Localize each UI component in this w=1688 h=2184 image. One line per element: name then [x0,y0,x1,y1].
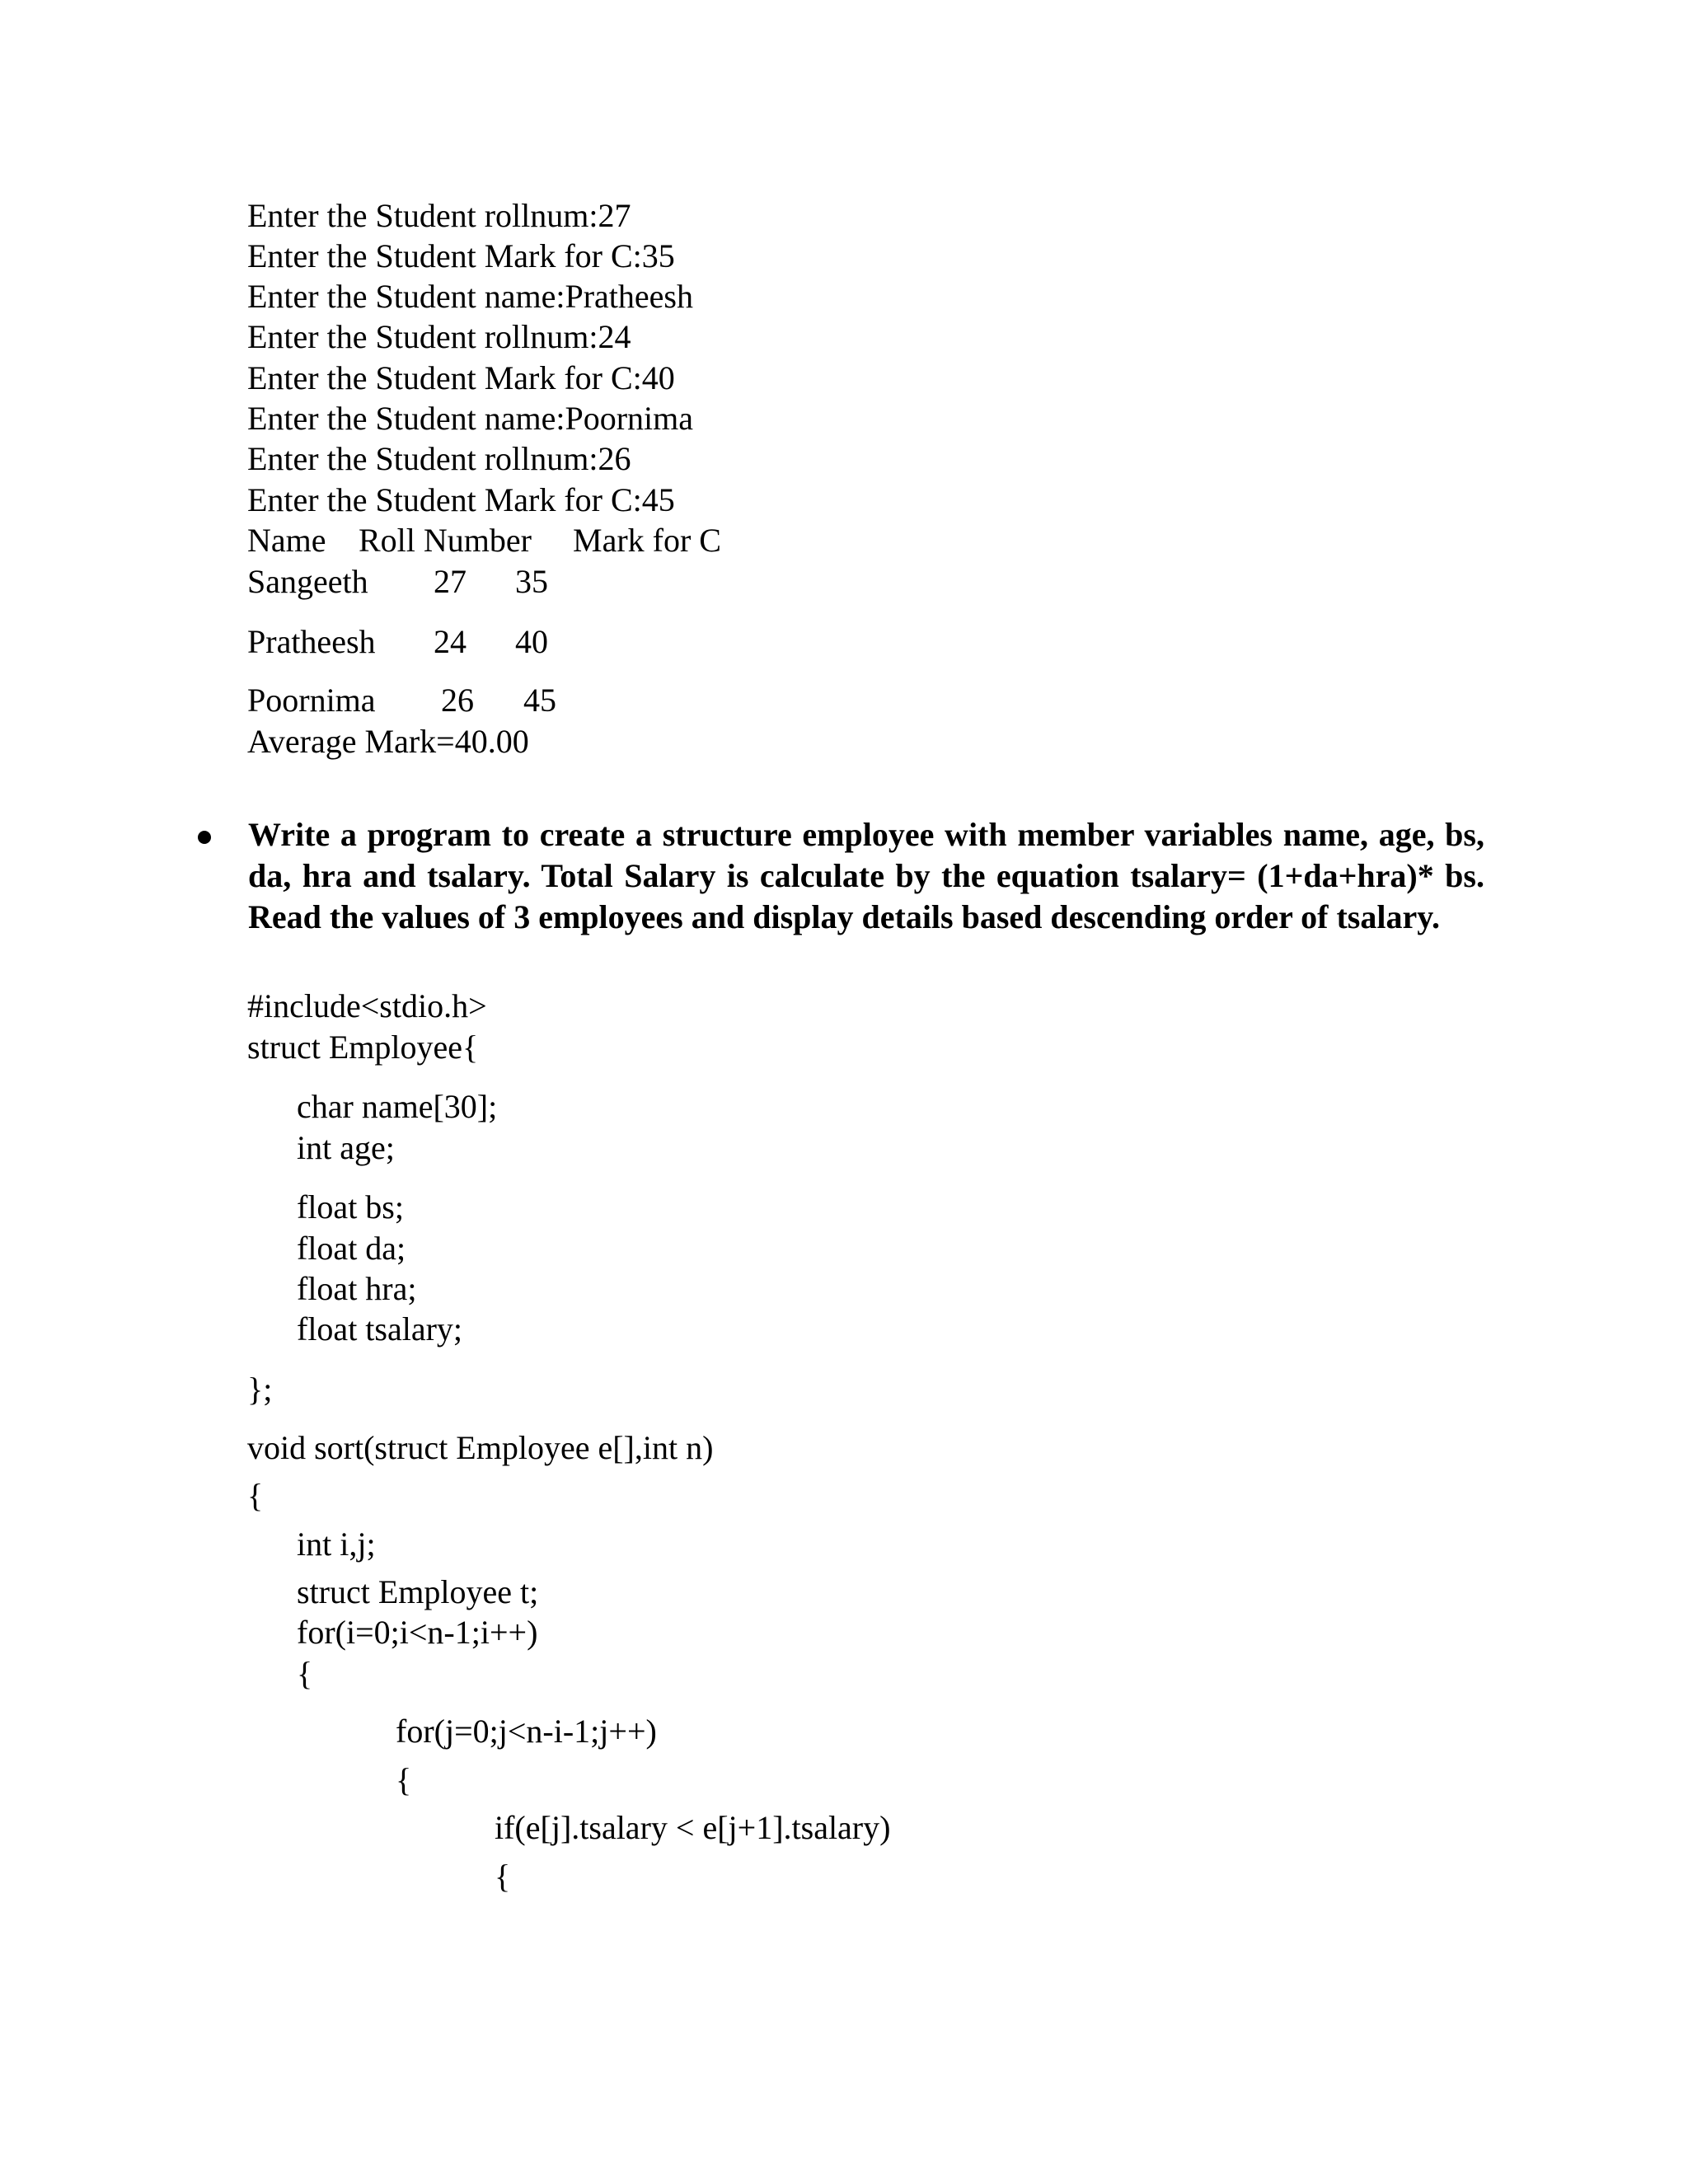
code-line: int age; [297,1129,395,1166]
task-line: Write a program to create a structure employee with member variables name, age, bs, [248,816,1484,853]
code-line: float da; [297,1230,406,1267]
output-line: Enter the Student name:Pratheesh [247,278,693,315]
code-line: if(e[j].tsalary < e[j+1].tsalary) [495,1809,891,1846]
row-mark: 35 [515,563,548,600]
code-line: float hra; [297,1270,417,1307]
output-line: Enter the Student Mark for C:45 [247,481,675,518]
output-line: Enter the Student Mark for C:35 [247,237,675,274]
output-line: Enter the Student name:Poornima [247,400,693,437]
header-roll-number: Roll Number [359,522,532,559]
header-mark: Mark for C [573,522,721,559]
code-line: }; [247,1371,273,1408]
bullet-icon [198,831,211,844]
code-line: { [396,1761,412,1798]
code-line: float tsalary; [297,1310,463,1347]
code-line: for(j=0;j<n-i-1;j++) [396,1713,657,1750]
code-line: struct Employee{ [247,1029,479,1066]
code-line: int i,j; [297,1526,376,1563]
code-line: #include<stdio.h> [247,987,487,1024]
code-line: { [495,1858,511,1895]
output-line: Enter the Student rollnum:27 [247,197,631,234]
output-line: Enter the Student Mark for C:40 [247,359,675,396]
code-line: for(i=0;i<n-1;i++) [297,1614,538,1651]
code-line: float bs; [297,1188,404,1226]
task-statement [248,814,1484,938]
code-line: struct Employee t; [297,1573,539,1610]
row-name: Sangeeth [247,563,368,600]
average-mark: Average Mark=40.00 [247,723,529,760]
output-line: Enter the Student rollnum:24 [247,318,631,355]
row-roll: 24 [434,623,467,660]
code-line: char name[30]; [297,1088,498,1125]
task-line: Read the values of 3 employees and display details based descending order of tsalary. [248,898,1440,935]
header-name: Name [247,522,326,559]
code-line: { [297,1655,313,1692]
code-line: void sort(struct Employee e[],int n) [247,1429,714,1466]
row-name: Pratheesh [247,623,376,660]
row-roll: 26 [441,682,474,719]
row-mark: 40 [515,623,548,660]
output-line: Enter the Student rollnum:26 [247,440,631,477]
code-line: { [247,1477,264,1514]
row-mark: 45 [523,682,556,719]
row-name: Poornima [247,682,376,719]
row-roll: 27 [434,563,467,600]
task-line: da, hra and tsalary. Total Salary is calculate by the equation tsalary= (1+da+hra)* bs. [248,857,1484,894]
